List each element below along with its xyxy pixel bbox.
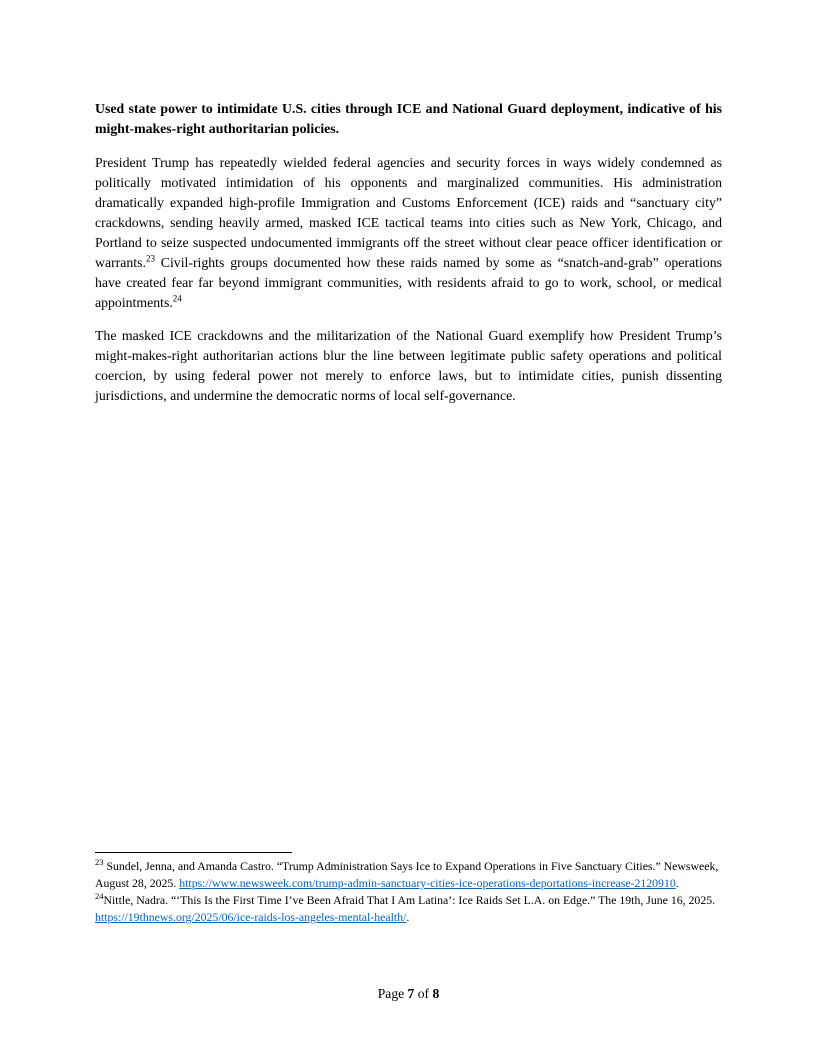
page-number-footer bbox=[0, 984, 817, 1004]
paragraph-text: President Trump has repeatedly wielded federal agencies and security forces in ways widely condemned as politically motivated intimidation of his opponents and marginalized communities. His administration dramatically expanded high-profile Immigration and Customs Enforcement (ICE) raids and “sanctuary city” crackdowns, sending heavily armed, masked ICE tactical teams into cities such as New York, Chicago, and Portland to seize suspected undocumented immigrants off the street without clear peace officer identification or warrants. bbox=[95, 155, 722, 270]
document-body bbox=[95, 99, 722, 419]
footnote-marker-23: 23 bbox=[95, 857, 104, 868]
paragraph-text: Civil-rights groups documented how these raids named by some as “snatch-and-grab” operations have created fear far beyond immigrant communities, with residents afraid to go to work, school, or medical appointments. bbox=[95, 255, 722, 310]
footnote-text: . bbox=[406, 910, 410, 924]
footer-label: Page bbox=[377, 986, 408, 1001]
footnote-23-hyperlink[interactable]: https://www.newsweek.com/trump-admin-sanctuary-cities-ice-operations-deportations-increase-2120910 bbox=[179, 876, 676, 890]
footnote-23 bbox=[95, 858, 722, 892]
current-page-number: 7 bbox=[407, 986, 415, 1001]
footnote-marker-24: 24 bbox=[95, 891, 104, 902]
paragraph-national-guard: The masked ICE crackdowns and the militarization of the National Guard exemplify how President Trump’s might-makes-right authoritarian actions blur the line between legitimate public safety operations and political coercion, by using federal power not merely to enforce laws, but to intimidate cities, punish dissenting jurisdictions, and undermine the democratic norms of local self-governance. bbox=[95, 328, 722, 403]
footnote-text: . bbox=[675, 876, 679, 890]
footer-label: of bbox=[414, 986, 433, 1001]
footnotes-section bbox=[95, 852, 722, 926]
footnote-reference-23: 23 bbox=[145, 253, 155, 264]
footnote-text: Nittle, Nadra. “‘This Is the First Time I’ve Been Afraid That I Am Latina’: Ice Raids Set L.A. on Edge.” The 19th, June 16, 2025. bbox=[103, 893, 716, 907]
total-page-number: 8 bbox=[432, 986, 440, 1001]
footnote-24 bbox=[95, 892, 722, 926]
footnote-reference-24: 24 bbox=[172, 293, 182, 304]
footnote-24-hyperlink[interactable]: https://19thnews.org/2025/06/ice-raids-los-angeles-mental-health/ bbox=[95, 910, 407, 924]
footnote-text: Sundel, Jenna, and Amanda Castro. “Trump Administration Says Ice to Expand Operations in Five Sanctuary Cities.” Newsweek, August 28, 2025. bbox=[95, 859, 719, 890]
section-heading: Used state power to intimidate U.S. cities through ICE and National Guard deployment, indicative of his might-makes-right authoritarian policies. bbox=[95, 101, 722, 136]
paragraph-ice-raids bbox=[95, 153, 722, 313]
footnote-separator-line bbox=[95, 852, 292, 853]
